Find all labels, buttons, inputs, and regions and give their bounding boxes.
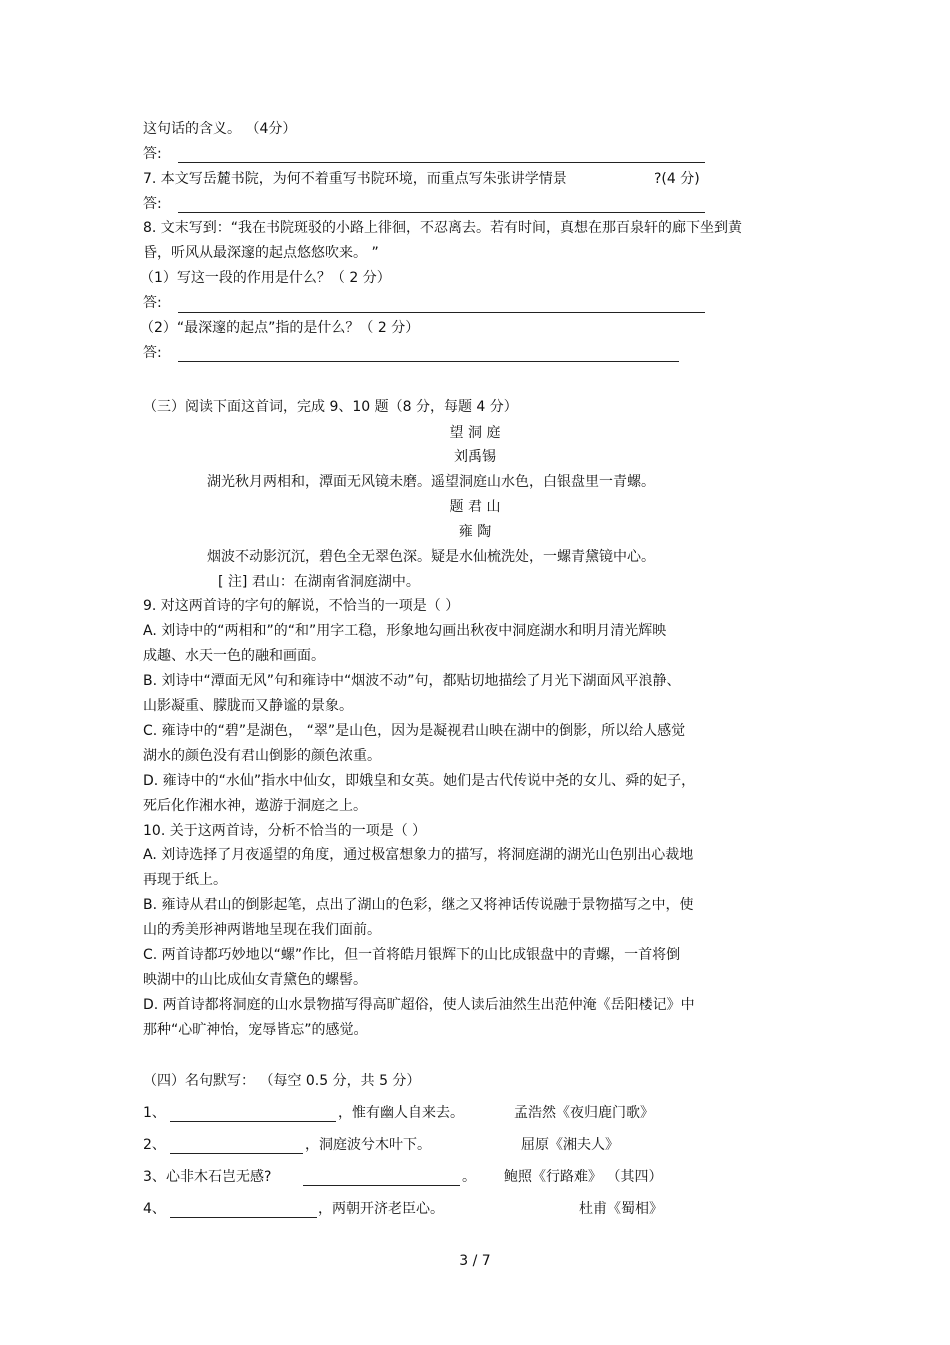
answer-line[interactable]: [178, 212, 705, 213]
fill-blank[interactable]: [170, 1217, 317, 1218]
q9-option-b-cont: 山影凝重、朦胧而又静谧的景象。: [143, 698, 353, 714]
q8-sub2: （2）“最深邃的起点”指的是什么？（ 2 分）: [140, 320, 420, 336]
fill-item-post: ，惟有幽人自来去。: [338, 1105, 464, 1121]
q9-stem: 9. 对这两首诗的字句的解说，不恰当的一项是（ ）: [143, 598, 460, 614]
fill-item-number: 4、: [143, 1201, 166, 1217]
q10-option-d-cont: 那种“心旷神怡，宠辱皆忘”的感觉。: [143, 1022, 368, 1038]
q6-tail-text: 这句话的含义。 （4分）: [143, 121, 297, 137]
answer-line[interactable]: [178, 162, 705, 163]
q9-option-a[interactable]: A. 刘诗中的“两相和”的“和”用字工稳，形象地勾画出秋夜中洞庭湖水和明月清光辉映: [143, 623, 667, 639]
answer-label: 答:: [143, 295, 162, 311]
fill-item-number: 2、: [143, 1137, 166, 1153]
q10-option-d[interactable]: D. 两首诗都将洞庭的山水景物描写得高旷超俗，使人读后油然生出范仲淹《岳阳楼记》中: [143, 997, 695, 1013]
fill-item-number: 1、: [143, 1105, 166, 1121]
q10-option-b-cont: 山的秀美形神两谐地呈现在我们面前。: [143, 922, 381, 938]
q9-option-d-cont: 死后化作湘水神，遨游于洞庭之上。: [143, 798, 367, 814]
fill-blank[interactable]: [170, 1121, 336, 1122]
answer-label: 答:: [143, 196, 162, 212]
answer-label: 答:: [143, 345, 162, 361]
q9-option-c[interactable]: C. 雍诗中的“碧”是湖色， “翠”是山色，因为是凝视君山映在湖中的倒影，所以给人感觉: [143, 723, 686, 739]
page-number: 3 / 7: [459, 1253, 491, 1269]
poem1-author: 刘禹锡: [454, 449, 496, 465]
q9-option-a-cont: 成趣、水天一色的融和画面。: [143, 648, 325, 664]
fill-item-post: ，洞庭波兮木叶下。: [305, 1137, 431, 1153]
poem1-text: 湖光秋月两相和，潭面无风镜未磨。遥望洞庭山水色，白银盘里一青螺。: [207, 474, 655, 490]
q10-option-c[interactable]: C. 两首诗都巧妙地以“螺”作比，但一首将皓月银辉下的山比成银盘中的青螺，一首将倒: [143, 947, 681, 963]
fill-item-pre: 心非木石岂无感?: [166, 1169, 272, 1185]
answer-line[interactable]: [178, 361, 679, 362]
q10-stem: 10. 关于这两首诗，分析不恰当的一项是（ ）: [143, 823, 427, 839]
q9-option-b[interactable]: B. 刘诗中“潭面无风”句和雍诗中“烟波不动”句，都贴切地描绘了月光下湖面风平浪静、: [143, 673, 681, 689]
fill-blank[interactable]: [303, 1185, 460, 1186]
q8-line1: 8. 文末写到：“我在书院斑驳的小路上徘徊，不忍离去。若有时间，真想在那百泉轩的廊下坐到黄: [143, 220, 743, 236]
fill-item-source: 屈原《湘夫人》: [521, 1137, 619, 1153]
q7-points: ?(4 分): [654, 171, 700, 187]
poem2-title: 题 君 山: [449, 499, 501, 515]
q10-option-c-cont: 映湖中的山比成仙女青黛色的螺髻。: [143, 972, 367, 988]
fill-item-post: ，两朝开济老臣心。: [318, 1201, 444, 1217]
answer-line[interactable]: [178, 312, 705, 313]
answer-label: 答:: [143, 146, 162, 162]
q10-option-b[interactable]: B. 雍诗从君山的倒影起笔，点出了湖山的色彩，继之又将神话传说融于景物描写之中，使: [143, 897, 694, 913]
section3-heading: （三）阅读下面这首词，完成 9、10 题（8 分，每题 4 分）: [143, 399, 518, 415]
fill-item-source: 杜甫《蜀相》: [579, 1201, 663, 1217]
fill-item-post: 。: [462, 1169, 476, 1185]
fill-item-source: 孟浩然《夜归鹿门歌》: [514, 1105, 654, 1121]
poem1-title: 望 洞 庭: [449, 425, 501, 441]
fill-item-number: 3、: [143, 1169, 166, 1185]
fill-blank[interactable]: [170, 1153, 303, 1154]
poem2-text: 烟波不动影沉沉，碧色全无翠色深。疑是水仙梳洗处，一螺青黛镜中心。: [207, 549, 655, 565]
q10-option-a-cont: 再现于纸上。: [143, 872, 227, 888]
q8-sub1: （1）写这一段的作用是什么？（ 2 分）: [140, 270, 391, 286]
q9-option-d[interactable]: D. 雍诗中的“水仙”指水中仙女，即娥皇和女英。她们是古代传说中尧的女儿、舜的妃子，: [143, 773, 696, 789]
q7-text: 7. 本文写岳麓书院，为何不着重写书院环境，而重点写朱张讲学情景: [143, 171, 567, 187]
q10-option-a[interactable]: A. 刘诗选择了月夜遥望的角度，通过极富想象力的描写，将洞庭湖的湖光山色别出心裁地: [143, 847, 694, 863]
q9-option-c-cont: 湖水的颜色没有君山倒影的颜色浓重。: [143, 748, 381, 764]
section4-heading: （四）名句默写： （每空 0.5 分，共 5 分）: [143, 1073, 421, 1089]
fill-item-source: 鲍照《行路难》 （其四）: [504, 1169, 663, 1185]
q8-line2: 昏，听风从最深邃的起点悠悠吹来。 ”: [143, 245, 379, 261]
poem-note: [ 注] 君山：在湖南省洞庭湖中。: [218, 574, 420, 590]
poem2-author: 雍 陶: [458, 524, 492, 540]
